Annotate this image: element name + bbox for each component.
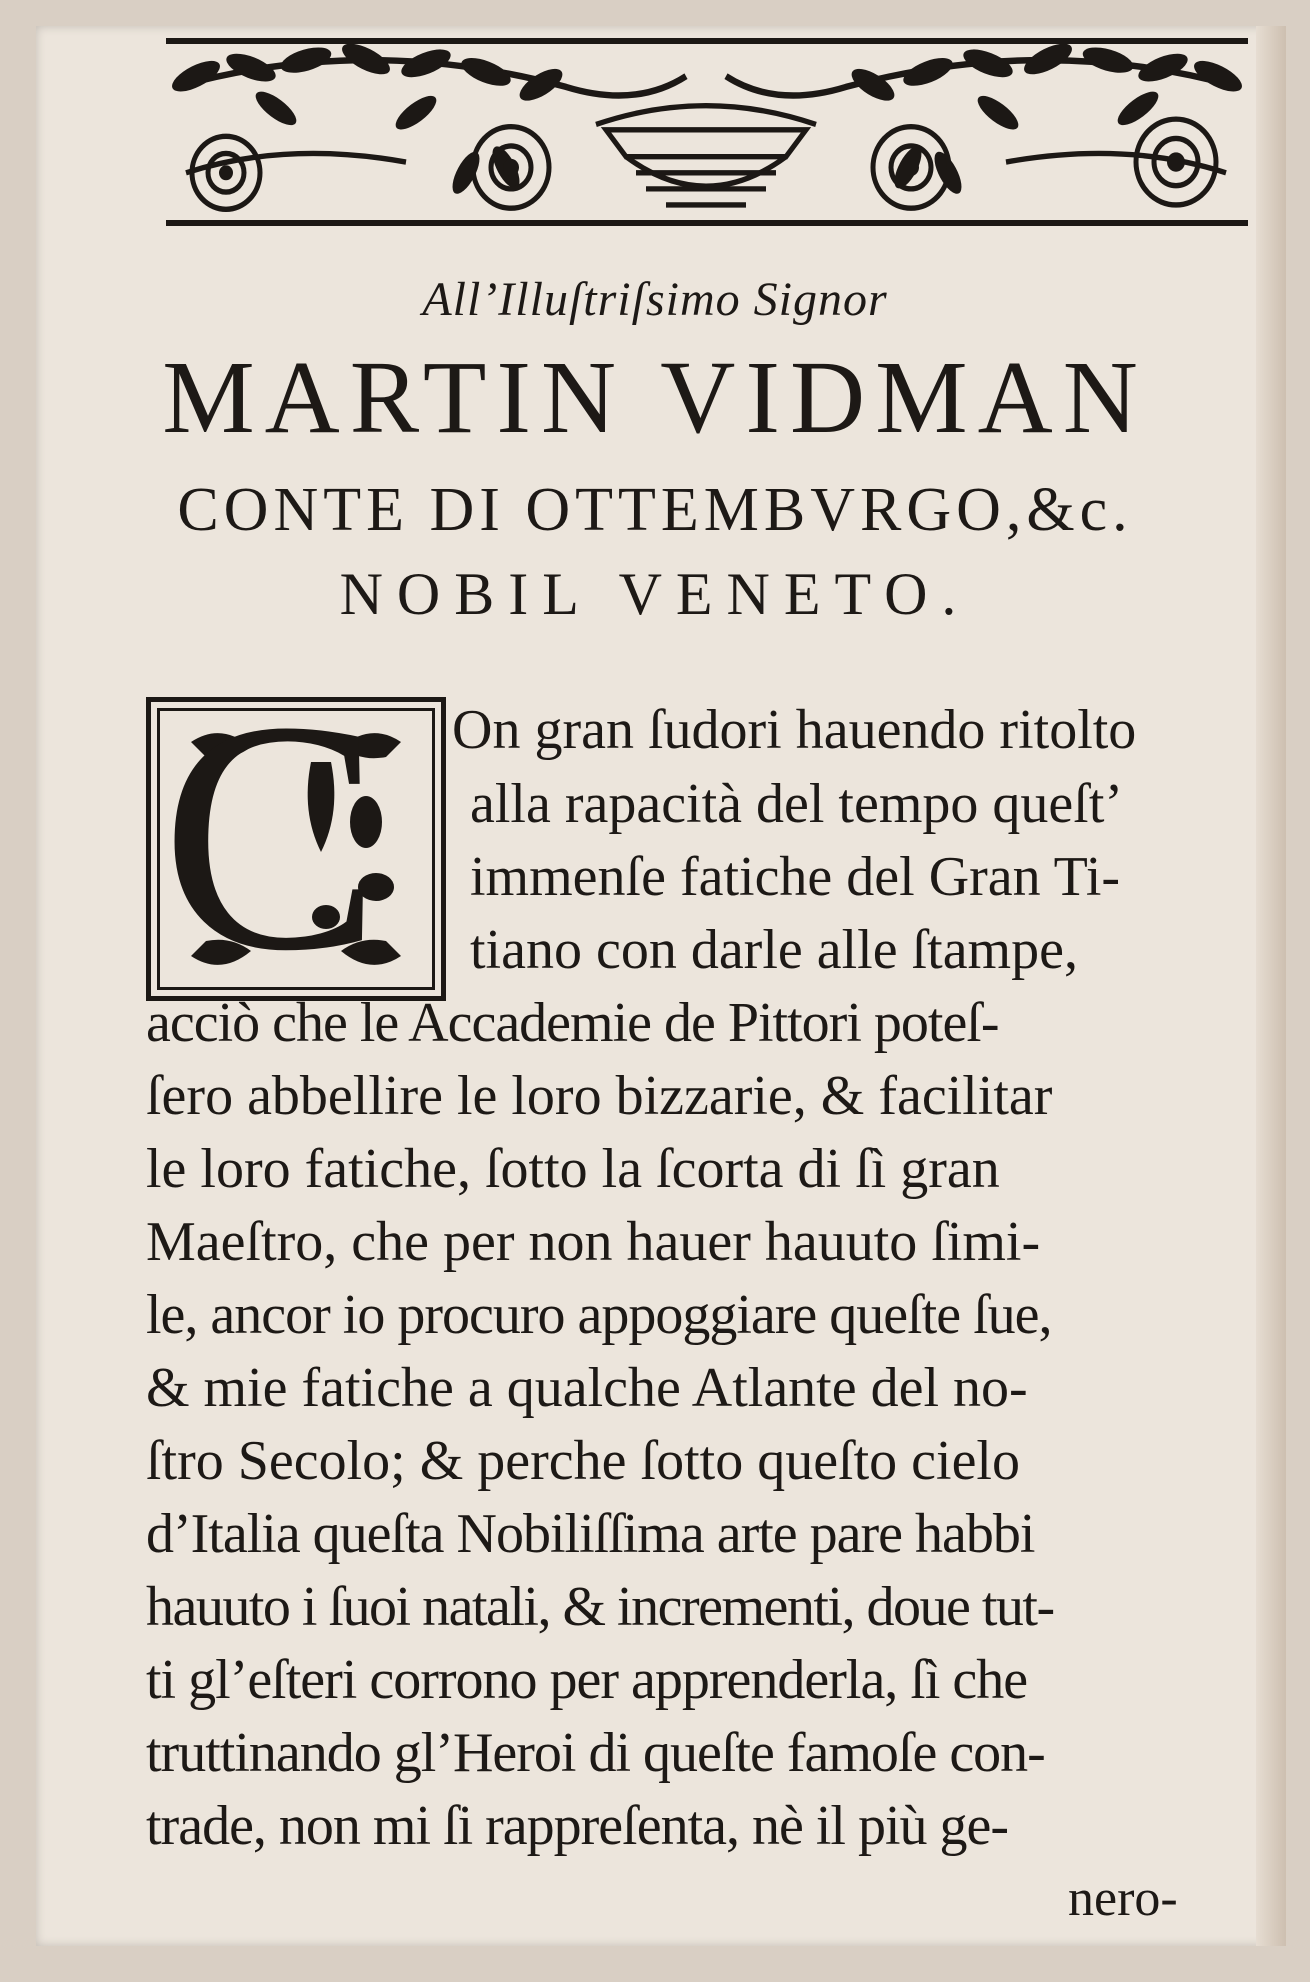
catchword: nero-	[1068, 1870, 1178, 1927]
dedication-address: All’Illuſtriſsimo Signor	[422, 273, 888, 326]
ornamental-drop-cap	[146, 654, 446, 1019]
text-line: alla rapacità del tempo queſt’	[470, 773, 1124, 835]
text-line: le, ancor io procuro appoggiare queſte ſue,	[146, 1284, 1052, 1346]
text-line: ſtro Secolo; & perche ſotto queſto cielo	[146, 1430, 1020, 1492]
text-line: hauuto i ſuoi natali, & incrementi, doue tut-	[146, 1576, 1054, 1638]
dedicatee-rank: NOBIL VENETO.	[339, 561, 971, 627]
text-line: Maeſtro, che per non hauer hauuto ſimi-	[146, 1211, 1041, 1273]
floral-headpiece-ornament	[166, 38, 1248, 226]
text-line: On gran ſudori hauendo ritolto	[452, 699, 1137, 761]
text-line: tiano con darle alle ſtampe,	[470, 919, 1078, 981]
text-line: truttinando gl’Heroi di queſte famoſe con-	[146, 1722, 1045, 1784]
dedicatee-title: CONTE DI OTTEMBVRGO,&c.	[177, 476, 1133, 544]
dedicatee-name: MARTIN VIDMAN	[162, 340, 1148, 455]
text-line: d’Italia queſta Nobiliſſima arte pare habbi	[146, 1503, 1035, 1565]
text-line: ſero abbellire le loro bizzarie, & facilitar	[146, 1065, 1053, 1127]
drop-cap-letter: C	[161, 654, 382, 1019]
text-line: & mie fatiche a qualche Atlante del no-	[146, 1357, 1028, 1419]
text-line: acciò che le Accademie de Pittori poteſ-	[146, 992, 999, 1054]
text-line: ti gl’eſteri corrono per apprenderla, ſì che	[146, 1649, 1028, 1711]
text-line: immenſe fatiche del Gran Ti-	[470, 846, 1121, 908]
text-line: le loro fatiche, ſotto la ſcorta di ſì gran	[146, 1138, 1000, 1200]
text-line: trade, non mi ſi rappreſenta, nè il più ge-	[146, 1795, 1009, 1857]
